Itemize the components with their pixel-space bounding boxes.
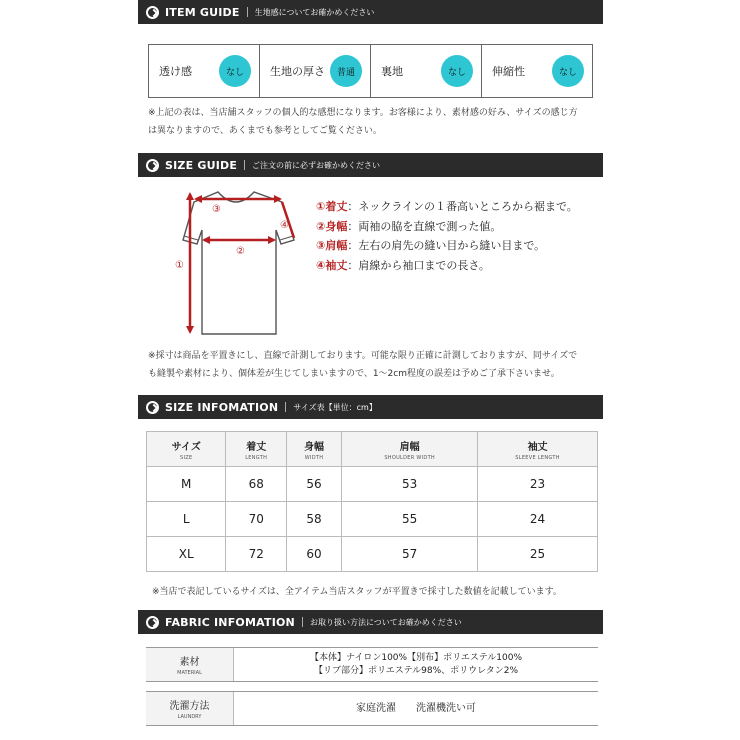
legend-term: 袖丈	[325, 258, 348, 272]
legend-desc: ：両袖の脇を直線で測った値。	[347, 219, 502, 233]
size-guide-header	[138, 153, 603, 177]
chevron-circle-icon	[146, 401, 159, 414]
cell-width: 56	[286, 467, 341, 502]
cell-width: 58	[286, 502, 341, 537]
table-row	[147, 502, 598, 537]
tshirt-diagram	[172, 182, 302, 342]
legend-item	[316, 217, 578, 237]
cell-length: 70	[226, 502, 287, 537]
cell-length: 72	[226, 537, 287, 572]
item-guide-header	[138, 0, 603, 24]
note-line: は異なりますので、あくまでも参考としてご覧ください。	[148, 126, 382, 136]
material-label-en: MATERIAL	[177, 670, 202, 676]
divider	[244, 160, 245, 170]
legend-num: ①	[316, 200, 326, 213]
material-body	[234, 648, 598, 681]
header-width: 身幅 WIDTH	[286, 432, 341, 467]
material-label: 素材	[179, 657, 200, 668]
cell-shoulder: 53	[342, 467, 478, 502]
cell-size: XL	[147, 537, 226, 572]
divider	[247, 7, 248, 17]
legend-term: 着丈	[325, 200, 348, 213]
item-guide-table	[148, 44, 593, 98]
legend-item	[316, 256, 578, 276]
fabric-info-header	[138, 610, 603, 634]
guide-badge: なし	[441, 55, 473, 87]
marker-1: ①	[175, 260, 184, 271]
section-title: SIZE GUIDE	[165, 158, 238, 172]
note-line: ※採寸は商品を平置きにし、直線で計測しております。可能な限り正確に計測しておりますが、同サイズで	[148, 351, 578, 361]
guide-cell-transparency	[149, 45, 260, 97]
size-guide-note	[148, 347, 577, 383]
guide-cell-stretch	[482, 45, 592, 97]
section-subtitle: ご注文の前に必ずお確かめください	[252, 160, 381, 170]
guide-badge: なし	[552, 55, 584, 87]
marker-3: ③	[212, 204, 221, 215]
guide-badge: 普通	[330, 55, 362, 87]
section-subtitle: サイズ表【単位：cm】	[293, 402, 377, 412]
legend-term: 肩幅	[325, 239, 348, 252]
table-header-row	[147, 432, 598, 467]
section-subtitle: 生地感についてお確かめください	[254, 7, 375, 17]
note-line: ※上記の表は、当店舗スタッフの個人的な感想になります。お客様により、素材感の好み、サイズの感じ方	[148, 108, 578, 118]
legend-item	[316, 236, 578, 256]
tshirt-outline	[183, 192, 294, 334]
legend-desc: ：肩線から袖口までの長さ。	[347, 258, 490, 272]
legend-num: ②	[316, 219, 326, 233]
chevron-circle-icon	[146, 159, 159, 172]
guide-cell-lining	[371, 45, 482, 97]
laundry-body: 家庭洗濯 洗濯機洗い可	[356, 703, 476, 714]
legend-num: ④	[316, 258, 326, 272]
header-size: サイズ SIZE	[147, 432, 226, 467]
fabric-material-row	[146, 647, 598, 682]
cell-sleeve: 24	[478, 502, 598, 537]
section-subtitle: お取り扱い方法についてお確かめください	[309, 617, 462, 627]
item-guide-note	[148, 104, 578, 140]
section-title: SIZE INFOMATION	[165, 400, 279, 414]
divider	[285, 402, 286, 412]
legend-desc: ：左右の肩先の縫い目から縫い目まで。	[347, 239, 546, 252]
legend-num: ③	[316, 239, 326, 252]
chevron-circle-icon	[146, 616, 159, 629]
guide-label: 生地の厚さ	[270, 65, 325, 78]
material-line: 【本体】ナイロン100%【別布】ポリエステル100%	[309, 652, 523, 663]
legend-desc: ：ネックラインの１番高いところから裾まで。	[347, 200, 578, 213]
legend-item	[316, 197, 578, 217]
size-table	[146, 431, 598, 572]
fabric-laundry-row	[146, 691, 598, 726]
guide-badge: なし	[219, 55, 251, 87]
size-legend	[316, 197, 578, 275]
cell-length: 68	[226, 467, 287, 502]
cell-shoulder: 57	[342, 537, 478, 572]
guide-label: 裏地	[381, 65, 403, 78]
material-line: 【リブ部分】ポリエステル98%、ポリウレタン2%	[313, 665, 519, 676]
cell-sleeve: 25	[478, 537, 598, 572]
size-info-header	[138, 395, 603, 419]
arrow-head	[186, 326, 194, 334]
material-head	[146, 648, 234, 681]
guide-label: 透け感	[159, 65, 192, 78]
laundry-label: 洗濯方法	[169, 701, 210, 712]
header-length: 着丈 LENGTH	[226, 432, 287, 467]
laundry-head	[146, 692, 234, 725]
laundry-label-en: LAUNDRY	[177, 714, 202, 720]
divider	[302, 617, 303, 627]
section-title: FABRIC INFOMATION	[165, 615, 295, 629]
table-row	[147, 537, 598, 572]
cell-size: L	[147, 502, 226, 537]
section-title: ITEM GUIDE	[165, 5, 240, 19]
table-row	[147, 467, 598, 502]
legend-term: 身幅	[325, 219, 348, 233]
chevron-circle-icon	[146, 6, 159, 19]
guide-cell-thickness	[260, 45, 371, 97]
cell-shoulder: 55	[342, 502, 478, 537]
marker-4: ④	[280, 220, 289, 231]
note-line: も縫製や素材により、個体差が生じてしまいますので、1〜2cm程度の誤差は予めご了承下さいませ。	[148, 369, 560, 379]
guide-label: 伸縮性	[492, 65, 525, 78]
cell-width: 60	[286, 537, 341, 572]
arrow-head	[186, 192, 194, 200]
cell-sleeve: 23	[478, 467, 598, 502]
cell-size: M	[147, 467, 226, 502]
header-sleeve: 袖丈 SLEEVE LENGTH	[478, 432, 598, 467]
header-shoulder: 肩幅 SHOULDER WIDTH	[342, 432, 478, 467]
size-info-note: ※当店で表記しているサイズは、全アイテム当店スタッフが平置きで採寸した数値を記載しています。	[152, 587, 562, 597]
marker-2: ②	[236, 246, 245, 257]
